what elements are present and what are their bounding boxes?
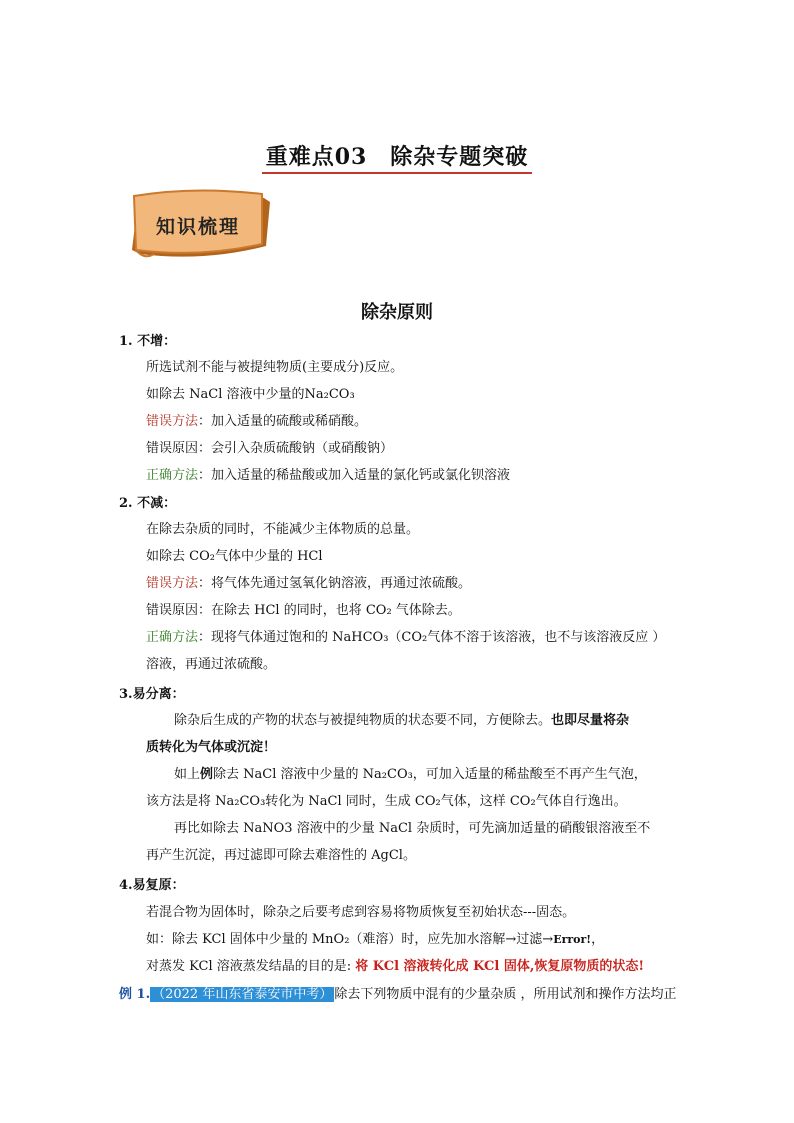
point-2-wrong-method: 错误方法：将气体先通过氢氧化钠溶液，再通过浓硫酸。 [146,576,472,591]
section-title: 除杂原则 [361,302,433,323]
point-4-line-1: 若混合物为固体时，除杂之后要考虑到容易将物质恢复至初始状态---固态。 [146,905,576,920]
point-3-line-6: 再产生沉淀，再过滤即可除去难溶性的 AgCl。 [146,848,416,863]
point-2-heading: 2. 不减： [119,496,177,511]
page-title: 重难点03 除杂专题突破 [0,140,794,174]
example-label: 例 1. [119,987,151,1002]
point-4-heading: 4.易复原： [119,878,185,893]
knowledge-banner [124,188,276,268]
point-2-right-method: 正确方法：现将气体通过饱和的 NaHCO₃（CO₂气体不溶于该溶液，也不与该溶液反应 ） [146,630,666,645]
example-text: 除去下列物质中混有的少量杂质 ，所用试剂和操作方法均正 [334,987,677,1002]
point-1-line-2: 如除去 NaCl 溶液中少量的Na₂CO₃ [146,387,355,402]
point-3-line-3: 如上例除去 NaCl 溶液中少量的 Na₂CO₃，可加入适量的稀盐酸至不再产生气泡， [174,767,647,782]
point-1-right-method: 正确方法：加入适量的稀盐酸或加入适量的氯化钙或氯化钡溶液 [146,468,511,483]
point-2-line-1: 在除去杂质的同时，不能减少主体物质的总量。 [146,522,420,537]
point-2-right-method-cont: 溶液，再通过浓硫酸。 [146,657,277,672]
point-3-line-4: 该方法是将 Na₂CO₃转化为 NaCl 同时，生成 CO₂气体，这样 CO₂气体自行逸出。 [146,794,627,809]
banner-text: 知识梳理 [155,216,240,238]
point-1-heading: 1. 不增： [119,334,177,349]
example-source: （2022 年山东省泰安市中考） [152,987,333,1002]
point-3-line-2: 质转化为气体或沉淀！ [146,740,277,755]
point-2-line-2: 如除去 CO₂气体中少量的 HCl [146,549,323,564]
point-2-wrong-reason: 错误原因：在除去 HCl 的同时，也将 CO₂ 气体除去。 [146,603,461,618]
point-1-line-1: 所选试剂不能与被提纯物质(主要成分)反应。 [146,360,404,375]
point-4-line-3: 对蒸发 KCl 溶液蒸发结晶的目的是: 将 KCl 溶液转化成 KCl 固体,恢复原物质的状态! [146,959,645,974]
point-4-line-2: 如：除去 KCl 固体中少量的 MnO₂（难溶）时，应先加水溶解→过滤→Error!， [146,932,605,947]
point-1-wrong-reason: 错误原因：会引入杂质硫酸钠（或硝酸钠） [146,441,394,456]
point-3-line-1: 除杂后生成的产物的状态与被提纯物质的状态要不同，方便除去。也即尽量将杂 [174,713,630,728]
point-3-line-5: 再比如除去 NaNO3 溶液中的少量 NaCl 杂质时，可先滴加适量的硝酸银溶液至不 [174,821,651,836]
point-3-heading: 3.易分离： [119,687,185,702]
point-1-wrong-method: 错误方法：加入适量的硫酸或稀硝酸。 [146,414,368,429]
example-1 [119,983,676,1002]
